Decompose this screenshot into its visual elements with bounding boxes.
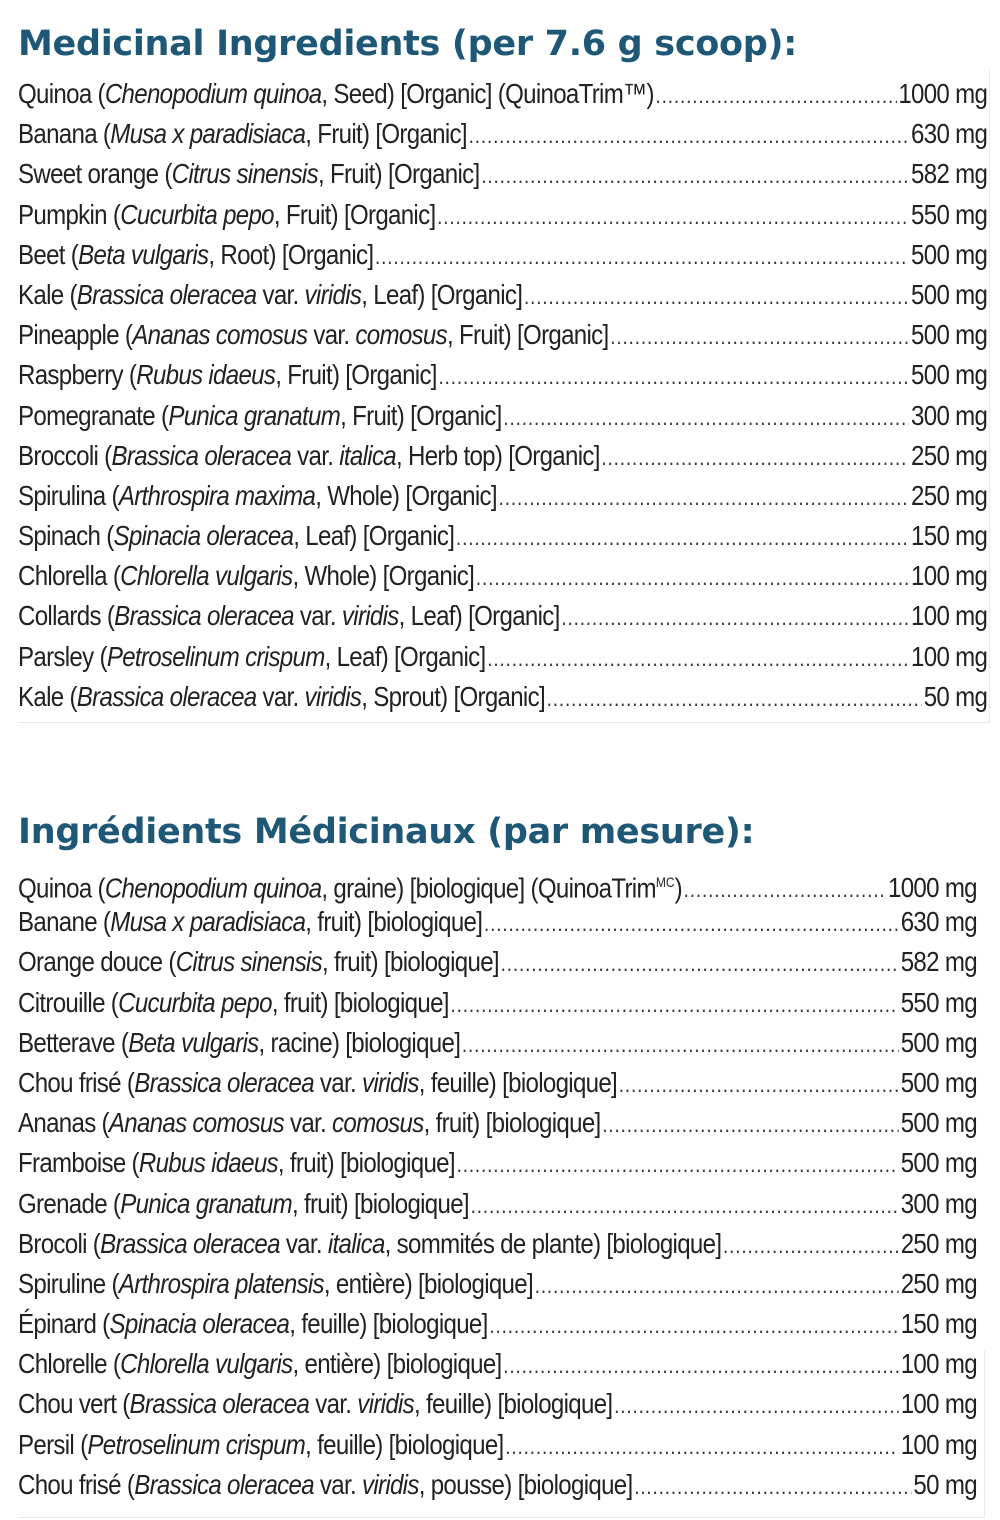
latin-name: Beta vulgaris: [78, 238, 209, 270]
plant-part: , Herb top) [Organic]: [396, 439, 600, 471]
ingredient-name: [18, 275, 522, 315]
common-name: Pomegranate (: [18, 399, 169, 431]
ingredient-name: [18, 114, 467, 154]
latin-name: Ananas comosus: [108, 1107, 284, 1139]
common-name: Banana (: [18, 118, 111, 150]
latin-name: Citrus sinensis: [171, 158, 318, 190]
ingredient-amount: 100 mg: [900, 1428, 977, 1460]
ingredient-amount: 250 mg: [911, 439, 988, 471]
variety-label: var.: [256, 278, 305, 310]
variety-label: var.: [279, 1227, 328, 1259]
ingredient-amount: 50 mg: [923, 680, 988, 712]
common-name: Banane (: [18, 906, 111, 938]
common-name: Framboise (: [18, 1147, 139, 1179]
latin-name: Cucurbita pepo: [120, 198, 274, 230]
variety-name: viridis: [357, 1388, 415, 1420]
english-ingredients-section: [0, 18, 1000, 717]
dot-leader: [619, 1065, 899, 1105]
ingredient-name: [18, 476, 497, 516]
french-ingredients-section: [0, 806, 1000, 1505]
plant-part: , Sprout) [Organic]: [361, 680, 545, 712]
ingredient-amount: 500 mg: [900, 1147, 977, 1179]
ingredient-row: [18, 1103, 977, 1143]
latin-name: Brassica oleracea: [100, 1227, 280, 1259]
common-name: Persil (: [18, 1428, 88, 1460]
common-name: Raspberry (: [18, 359, 137, 391]
ingredient-row: [18, 1023, 977, 1063]
closing-paren: ): [674, 872, 682, 904]
latin-name: Beta vulgaris: [128, 1026, 259, 1058]
plant-part: , fruit) [biologique]: [305, 906, 483, 938]
latin-name: Musa x paradisiaca: [110, 118, 306, 150]
plant-part: , feuille) [biologique]: [414, 1388, 613, 1420]
common-name: Chou frisé (: [18, 1066, 135, 1098]
common-name: Orange douce (: [18, 946, 176, 978]
ingredient-amount: 250 mg: [900, 1267, 977, 1299]
latin-name: Rubus idaeus: [136, 359, 276, 391]
english-ingredient-list: [0, 74, 1000, 717]
latin-name: Brassica oleracea: [111, 439, 292, 471]
variety-label: var.: [309, 1388, 358, 1420]
dot-leader: [375, 237, 909, 277]
common-name: Pumpkin (: [18, 198, 121, 230]
variety-label: var.: [307, 319, 356, 351]
ingredient-amount: 300 mg: [900, 1187, 977, 1219]
plant-part: , fruit) [biologique]: [277, 1147, 455, 1179]
ingredient-row: [18, 396, 987, 436]
dot-leader: [656, 76, 897, 116]
plant-part: , Fruit) [Organic]: [275, 359, 437, 391]
latin-name: Punica granatum: [168, 399, 341, 431]
dot-leader: [614, 1386, 899, 1426]
variety-label: var.: [293, 600, 342, 632]
common-name: Parsley (: [18, 640, 107, 672]
ingredient-name: [18, 1384, 612, 1424]
common-name: Spirulina (: [18, 479, 119, 511]
ingredient-amount: 100 mg: [911, 640, 988, 672]
plant-part: , Fruit) [Organic]: [340, 399, 502, 431]
dot-leader: [462, 1025, 899, 1065]
ingredient-row: [18, 476, 987, 516]
ingredient-amount: 500 mg: [911, 319, 988, 351]
common-name: Kale (: [18, 278, 77, 310]
variety-label: var.: [313, 1066, 362, 1098]
ingredient-row: [18, 275, 987, 315]
plant-part: , fruit) [biologique]: [291, 1187, 469, 1219]
ingredient-row: [18, 436, 987, 476]
common-name: Épinard (: [18, 1308, 110, 1340]
plant-part: , Seed) [Organic] (QuinoaTrim™): [321, 78, 654, 109]
ingredient-amount: 582 mg: [900, 946, 977, 978]
ingredient-amount: 582 mg: [911, 158, 988, 190]
ingredient-name: [18, 436, 600, 476]
dot-leader: [469, 116, 910, 156]
variety-label: var.: [291, 439, 340, 471]
common-name: Chou frisé (: [18, 1468, 135, 1500]
plant-part: , Leaf) [Organic]: [361, 278, 523, 310]
latin-name: Ananas comosus: [132, 319, 308, 351]
frame-line-bottom-fr: [18, 1517, 985, 1518]
ingredient-amount: 500 mg: [900, 1026, 977, 1058]
ingredient-amount: 1000 mg: [898, 78, 988, 109]
common-name: Betterave (: [18, 1026, 129, 1058]
ingredient-name: [18, 942, 499, 982]
latin-name: Brassica oleracea: [134, 1066, 314, 1098]
common-name: Collards (: [18, 600, 115, 632]
ingredient-row: [18, 556, 987, 596]
plant-part: , feuille) [biologique]: [289, 1308, 488, 1340]
latin-name: Punica granatum: [120, 1187, 292, 1219]
variety-name: viridis: [304, 278, 362, 310]
latin-name: Chlorella vulgaris: [120, 560, 293, 592]
common-name: Quinoa (: [18, 872, 105, 904]
plant-part: , Leaf) [Organic]: [324, 640, 486, 672]
ingredient-amount: 500 mg: [900, 1066, 977, 1098]
ingredient-amount: 550 mg: [911, 198, 988, 230]
latin-name: Arthrospira maxima: [118, 479, 316, 511]
ingredient-amount: 500 mg: [911, 359, 988, 391]
ingredient-amount: 250 mg: [900, 1227, 977, 1259]
variety-name: viridis: [304, 680, 362, 712]
ingredient-amount: 630 mg: [911, 118, 988, 150]
common-name: Pineapple (: [18, 319, 133, 351]
dot-leader: [723, 1226, 899, 1266]
plant-part: , Whole) [Organic]: [315, 479, 497, 511]
english-heading: Medicinal Ingredients (per 7.6 g scoop):: [18, 24, 797, 64]
ingredient-name: [18, 983, 449, 1023]
ingredient-name: [18, 1304, 488, 1344]
dot-leader: [437, 197, 909, 237]
common-name: Grenade (: [18, 1187, 121, 1219]
latin-name: Brassica oleracea: [129, 1388, 310, 1420]
plant-part: , graine) [biologique] (QuinoaTrim: [321, 872, 656, 904]
ingredient-row: [18, 235, 987, 275]
latin-name: Petroselinum crispum: [106, 640, 325, 672]
ingredient-row: [18, 74, 987, 114]
variety-name: viridis: [341, 600, 399, 632]
ingredient-name: [18, 1184, 469, 1224]
ingredient-amount: 100 mg: [900, 1348, 977, 1380]
plant-part: , Fruit) [Organic]: [273, 198, 436, 230]
ingredient-row: [18, 677, 987, 717]
dot-leader: [501, 944, 899, 984]
dot-leader: [439, 357, 910, 397]
plant-part: , entière) [biologique]: [323, 1267, 533, 1299]
ingredient-amount: 50 mg: [913, 1468, 977, 1500]
ingredient-name: [18, 1063, 617, 1103]
ingredient-name: [18, 1143, 455, 1183]
common-name: Quinoa (: [18, 78, 105, 109]
ingredient-row: [18, 1063, 977, 1103]
ingredient-name: [18, 1264, 533, 1304]
plant-part: , Root) [Organic]: [208, 238, 374, 270]
common-name: Spinach (: [18, 520, 114, 552]
ingredient-row: [18, 1384, 977, 1424]
ingredient-name: [18, 74, 654, 114]
common-name: Beet (: [18, 238, 79, 270]
ingredient-name: [18, 596, 560, 636]
common-name: Chou vert (: [18, 1388, 130, 1420]
dot-leader: [456, 518, 909, 558]
ingredient-amount: 500 mg: [900, 1107, 977, 1139]
variety-name: viridis: [361, 1066, 419, 1098]
dot-leader: [503, 398, 909, 438]
ingredient-row: [18, 902, 977, 942]
ingredient-row: [18, 1465, 977, 1505]
plant-part: , sommités de plante) [biologique]: [384, 1227, 722, 1259]
ingredient-row: [18, 637, 987, 677]
variety-name: comosus: [355, 319, 447, 351]
ingredient-name: [18, 637, 486, 677]
dot-leader: [487, 639, 909, 679]
ingredient-row: [18, 862, 977, 902]
dot-leader: [484, 904, 899, 944]
plant-part: , Whole) [Organic]: [292, 560, 475, 592]
ingredient-name: [18, 1103, 601, 1143]
dot-leader: [499, 478, 910, 518]
common-name: Chlorelle (: [18, 1348, 121, 1380]
ingredient-row: [18, 1264, 977, 1304]
ingredient-amount: 550 mg: [900, 986, 977, 1018]
ingredient-row: [18, 983, 977, 1023]
ingredient-amount: 100 mg: [900, 1388, 977, 1420]
dot-leader: [471, 1186, 899, 1226]
dot-leader: [602, 1105, 899, 1145]
ingredient-name: [18, 556, 474, 596]
ingredient-name: [18, 1425, 504, 1465]
dot-leader: [535, 1266, 899, 1306]
ingredient-row: [18, 114, 987, 154]
dot-leader: [505, 1427, 899, 1467]
ingredient-row: [18, 1184, 977, 1224]
latin-name: Rubus idaeus: [138, 1147, 278, 1179]
common-name: Broccoli (: [18, 439, 112, 471]
ingredient-name: [18, 355, 437, 395]
latin-name: Brassica oleracea: [76, 278, 257, 310]
ingredient-row: [18, 195, 987, 235]
latin-name: Spinacia oleracea: [109, 1308, 290, 1340]
ingredient-amount: 300 mg: [911, 399, 988, 431]
dot-leader: [547, 679, 922, 719]
ingredient-row: [18, 1344, 977, 1384]
ingredient-amount: 500 mg: [911, 238, 988, 270]
ingredient-name: [18, 1224, 721, 1264]
french-heading: Ingrédients Médicinaux (par mesure):: [18, 812, 755, 852]
ingredient-row: [18, 1224, 977, 1264]
common-name: Ananas (: [18, 1107, 109, 1139]
ingredient-row: [18, 1304, 977, 1344]
dot-leader: [476, 558, 909, 598]
variety-name: italica: [327, 1227, 385, 1259]
latin-name: Chlorella vulgaris: [120, 1348, 293, 1380]
dot-leader: [503, 1346, 899, 1386]
plant-part: , pousse) [biologique]: [418, 1468, 633, 1500]
ingredient-amount: 150 mg: [911, 520, 988, 552]
plant-part: , feuille) [biologique]: [418, 1066, 618, 1098]
ingredient-amount: 100 mg: [911, 560, 988, 592]
plant-part: , fruit) [biologique]: [271, 986, 449, 1018]
ingredient-name: [18, 235, 373, 275]
latin-name: Citrus sinensis: [175, 946, 322, 978]
variety-label: var.: [313, 1468, 362, 1500]
common-name: Sweet orange (: [18, 158, 172, 190]
ingredient-amount: 100 mg: [911, 600, 988, 632]
common-name: Citrouille (: [18, 986, 119, 1018]
variety-name: italica: [339, 439, 397, 471]
ingredient-name: [18, 1023, 460, 1063]
ingredient-row: [18, 1425, 977, 1465]
french-ingredient-list: [0, 862, 1000, 1505]
variety-label: var.: [283, 1107, 333, 1139]
plant-part: , Fruit) [Organic]: [317, 158, 480, 190]
plant-part: , fruit) [biologique]: [321, 946, 499, 978]
ingredient-row: [18, 355, 987, 395]
ingredient-amount: 1000 mg: [887, 872, 977, 904]
ingredient-name: [18, 195, 435, 235]
plant-part: , feuille) [biologique]: [305, 1428, 504, 1460]
latin-name: Chenopodium quinoa: [104, 78, 322, 109]
dot-leader: [457, 1145, 899, 1185]
ingredient-name: [18, 516, 454, 556]
frame-line-right-en: [989, 70, 990, 722]
latin-name: Arthrospira platensis: [118, 1267, 324, 1299]
ingredient-name: [18, 677, 545, 717]
dot-leader: [561, 598, 909, 638]
plant-part: , fruit) [biologique]: [423, 1107, 601, 1139]
dot-leader: [489, 1306, 899, 1346]
latin-name: Spinacia oleracea: [113, 520, 294, 552]
ingredient-row: [18, 596, 987, 636]
latin-name: Brassica oleracea: [114, 600, 294, 632]
plant-part: , Leaf) [Organic]: [398, 600, 560, 632]
ingredient-row: [18, 516, 987, 556]
variety-name: comosus: [332, 1107, 424, 1139]
latin-name: Brassica oleracea: [76, 680, 257, 712]
plant-part: , entière) [biologique]: [292, 1348, 502, 1380]
latin-name: Chenopodium quinoa: [104, 872, 322, 904]
ingredient-name: [18, 902, 482, 942]
ingredient-name: [18, 154, 480, 194]
plant-part: , Fruit) [Organic]: [446, 319, 609, 351]
trademark-mark: MC: [655, 874, 675, 890]
ingredient-amount: 250 mg: [911, 479, 988, 511]
plant-part: , Fruit) [Organic]: [305, 118, 467, 150]
common-name: Kale (: [18, 680, 77, 712]
variety-label: var.: [256, 680, 305, 712]
latin-name: Petroselinum crispum: [87, 1428, 306, 1460]
frame-line-top-en: [18, 722, 990, 723]
ingredient-row: [18, 315, 987, 355]
common-name: Chlorella (: [18, 560, 121, 592]
latin-name: Brassica oleracea: [134, 1468, 314, 1500]
variety-name: viridis: [361, 1468, 419, 1500]
latin-name: Musa x paradisiaca: [110, 906, 306, 938]
dot-leader: [481, 156, 909, 196]
ingredient-amount: 150 mg: [900, 1308, 977, 1340]
plant-part: , racine) [biologique]: [258, 1026, 461, 1058]
plant-part: , Leaf) [Organic]: [293, 520, 455, 552]
latin-name: Cucurbita pepo: [118, 986, 272, 1018]
dot-leader: [610, 317, 909, 357]
ingredient-name: [18, 1344, 502, 1384]
ingredient-name: [18, 315, 609, 355]
ingredient-row: [18, 942, 977, 982]
ingredient-amount: 500 mg: [911, 278, 988, 310]
ingredient-row: [18, 1143, 977, 1183]
dot-leader: [634, 1467, 911, 1507]
dot-leader: [524, 277, 909, 317]
common-name: Spiruline (: [18, 1267, 119, 1299]
ingredient-name: [18, 1465, 632, 1505]
dot-leader: [601, 438, 909, 478]
frame-line-right-fr: [984, 1350, 985, 1518]
dot-leader: [450, 985, 898, 1025]
ingredient-row: [18, 154, 987, 194]
common-name: Brocoli (: [18, 1227, 101, 1259]
ingredient-name: [18, 396, 502, 436]
ingredient-amount: 630 mg: [900, 906, 977, 938]
